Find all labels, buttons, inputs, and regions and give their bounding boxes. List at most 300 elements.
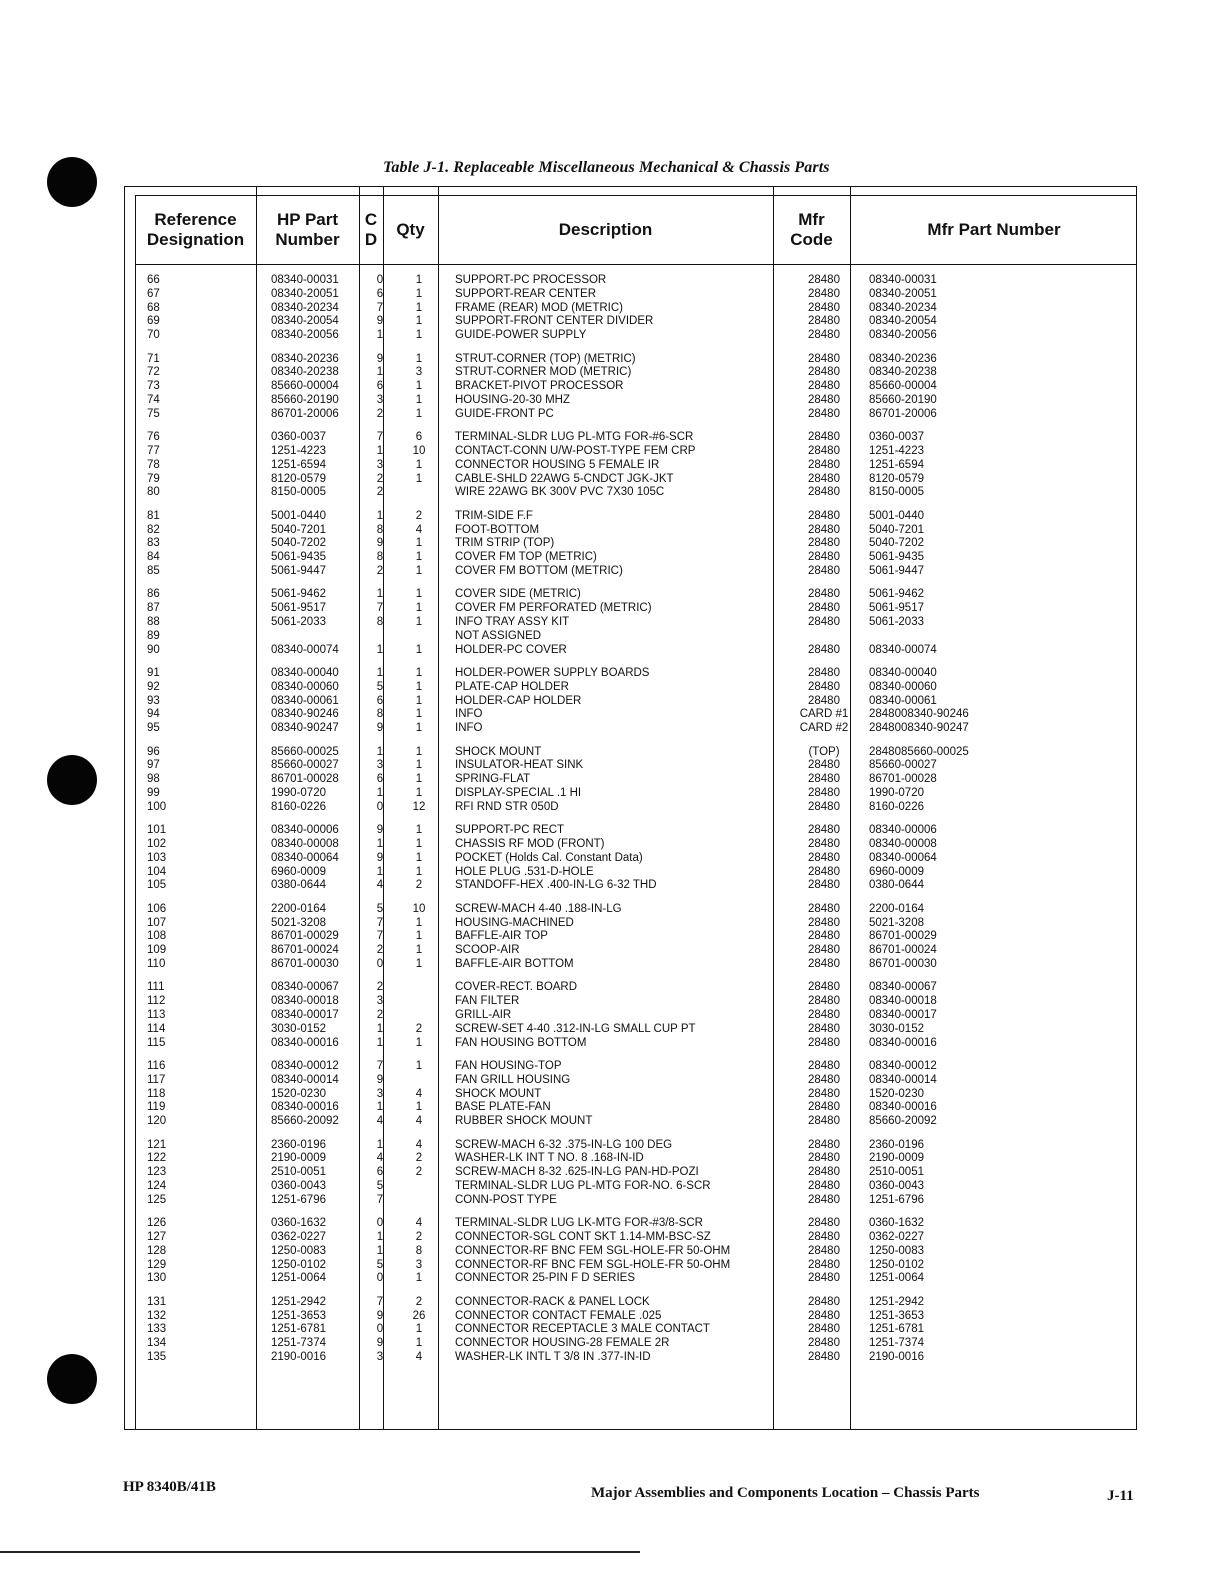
cell-mfr: 0360-0043 <box>869 1179 924 1192</box>
cell-desc: FAN HOUSING BOTTOM <box>455 1036 587 1049</box>
cell-cd: 1 <box>376 667 384 679</box>
cell-qty: 1 <box>415 458 423 471</box>
cell-code: 28480 <box>808 1036 840 1049</box>
cell-desc: SUPPORT-FRONT CENTER DIVIDER <box>455 315 654 328</box>
header-cd-line1: C <box>364 210 378 229</box>
cell-hp: 08340-00016 <box>271 1101 339 1114</box>
table-row <box>125 1008 1136 1022</box>
cell-desc: INSULATOR-HEAT SINK <box>455 759 584 772</box>
cell-cd: 0 <box>376 1323 384 1336</box>
table-row <box>125 1244 1136 1258</box>
header-reference-designation <box>135 199 256 261</box>
cell-cd: 9 <box>376 824 384 837</box>
cell-mfr: 5021-3208 <box>869 916 924 929</box>
cell-hp: 0362-0227 <box>271 1230 326 1243</box>
cell-ref: 119 <box>147 1101 166 1114</box>
cell-code: 28480 <box>808 1179 840 1192</box>
cell-qty: 2 <box>415 1166 423 1179</box>
cell-mfr: 8160-0226 <box>869 800 924 813</box>
cell-code: 28480 <box>808 1152 840 1165</box>
cell-hp: 0360-0043 <box>271 1179 326 1192</box>
cell-code: 28480 <box>808 393 840 406</box>
cell-code: 28480 <box>808 509 840 522</box>
cell-desc: HOUSING-MACHINED <box>455 916 574 929</box>
cell-code: 28480 <box>808 352 840 365</box>
cell-mfr: 5040-7202 <box>869 537 924 550</box>
cell-qty: 8 <box>415 1244 423 1257</box>
cell-mfr: 5061-9435 <box>869 551 924 564</box>
cell-desc: COVER SIDE (METRIC) <box>455 588 581 601</box>
cell-desc: HOLDER-CAP HOLDER <box>455 694 582 707</box>
header-mfr-code <box>773 199 850 261</box>
cell-hp: 1251-6796 <box>271 1193 326 1206</box>
cell-mfr: 1250-0102 <box>869 1258 924 1271</box>
cell-hp: 2200-0164 <box>271 902 326 915</box>
cell-code: 28480 <box>808 486 840 499</box>
table-row <box>125 1258 1136 1272</box>
cell-cd: 3 <box>376 1087 384 1100</box>
cell-hp: 08340-00067 <box>271 981 339 994</box>
table-row <box>125 994 1136 1008</box>
cell-qty: 26 <box>412 1309 426 1322</box>
table-row <box>125 721 1136 735</box>
cell-mfr: 5061-9462 <box>869 588 924 601</box>
cell-mfr: 1251-7374 <box>869 1337 924 1350</box>
table-row <box>125 1100 1136 1114</box>
table-row <box>125 314 1136 328</box>
cell-mfr: 08340-00006 <box>869 824 937 837</box>
cell-code: 28480 <box>808 472 840 485</box>
cell-hp: 08340-00040 <box>271 667 339 679</box>
cell-cd: 9 <box>376 537 384 550</box>
cell-ref: 109 <box>147 944 167 957</box>
cell-ref: 111 <box>147 981 165 994</box>
cell-qty: 1 <box>415 564 423 577</box>
cell-code: 28480 <box>808 1323 840 1336</box>
cell-mfr: 1990-0720 <box>869 786 924 799</box>
cell-hp: 08340-00012 <box>271 1060 339 1072</box>
cell-qty: 1 <box>415 824 423 837</box>
cell-qty: 1 <box>415 786 423 799</box>
cell-ref: 90 <box>147 643 160 656</box>
cell-qty: 6 <box>415 431 423 444</box>
cell-code: 28480 <box>808 1022 840 1035</box>
cell-cd: 5 <box>376 1179 384 1192</box>
table-row <box>125 666 1136 680</box>
cell-code: 28480 <box>808 615 840 628</box>
cell-code: 28480 <box>808 1337 840 1350</box>
cell-code: 28480 <box>808 1230 840 1243</box>
cell-ref: 110 <box>147 957 166 970</box>
table-row <box>125 444 1136 458</box>
cell-code: 28480 <box>808 1073 840 1086</box>
cell-code: 28480 <box>808 865 840 878</box>
cell-ref: 134 <box>147 1337 167 1350</box>
cell-mfr: 86701-00028 <box>869 773 937 786</box>
cell-qty: 2 <box>415 509 423 522</box>
cell-desc: SUPPORT-PC RECT <box>455 824 565 837</box>
table-row <box>125 758 1136 772</box>
cell-ref: 116 <box>147 1060 166 1072</box>
cell-hp: 5040-7202 <box>271 537 326 550</box>
cell-qty: 4 <box>415 1087 423 1100</box>
cell-hp: 1251-4223 <box>271 444 326 457</box>
table-title: Table J-1. Replaceable Miscellaneous Mechanical & Chassis Parts <box>383 159 830 176</box>
cell-desc: COVER-RECT. BOARD <box>455 981 578 994</box>
cell-desc: CONNECTOR RECEPTACLE 3 MALE CONTACT <box>455 1323 710 1336</box>
cell-ref: 129 <box>147 1258 167 1271</box>
cell-hp: 6960-0009 <box>271 865 326 878</box>
cell-qty: 2 <box>415 1152 423 1165</box>
table-row <box>125 957 1136 971</box>
cell-cd: 1 <box>376 1244 384 1257</box>
cell-cd: 1 <box>376 643 384 656</box>
cell-desc: WASHER-LK INT T NO. 8 .168-IN-ID <box>455 1152 644 1165</box>
cell-code: 28480 <box>808 680 840 693</box>
cell-desc: FAN HOUSING-TOP <box>455 1060 562 1072</box>
cell-hp: 86701-00028 <box>271 773 339 786</box>
bottom-rule <box>0 1551 640 1553</box>
cell-cd: 9 <box>376 722 384 735</box>
cell-mfr: 1251-6594 <box>869 458 924 471</box>
cell-desc: TERMINAL-SLDR LUG PL-MTG FOR-#6-SCR <box>455 431 694 444</box>
cell-mfr: 1520-0230 <box>869 1087 924 1100</box>
cell-ref: 94 <box>147 708 160 721</box>
cell-ref: 76 <box>147 431 160 444</box>
table-row <box>125 837 1136 851</box>
cell-desc: COVER FM PERFORATED (METRIC) <box>455 602 652 615</box>
table-row <box>125 523 1136 537</box>
cell-code: 28480 <box>808 301 840 314</box>
cell-mfr: 5061-9447 <box>869 564 924 577</box>
table-row <box>125 878 1136 892</box>
cell-desc: RUBBER SHOCK MOUNT <box>455 1115 593 1128</box>
footer-page-number: J-11 <box>1107 1488 1134 1504</box>
cell-mfr: 08340-00040 <box>869 667 937 679</box>
cell-mfr: 08340-20234 <box>869 301 937 314</box>
table-row <box>125 550 1136 564</box>
cell-code: 28480 <box>808 366 840 379</box>
table-row <box>125 536 1136 550</box>
cell-mfr: 85660-00027 <box>869 759 937 772</box>
cell-qty: 3 <box>415 1258 423 1271</box>
cell-code: 28480 <box>808 944 840 957</box>
cell-mfr: 08340-00074 <box>869 643 937 656</box>
binder-hole-bottom <box>47 1354 97 1404</box>
cell-ref: 82 <box>147 523 160 536</box>
cell-cd: 0 <box>376 957 384 970</box>
cell-hp: 08340-20051 <box>271 287 339 300</box>
cell-hp: 2510-0051 <box>271 1166 326 1179</box>
cell-code: 28480 <box>808 1258 840 1271</box>
cell-mfr: 8150-0005 <box>869 486 924 499</box>
cell-ref: 79 <box>147 472 160 485</box>
cell-cd: 5 <box>376 902 384 915</box>
cell-code: 28480 <box>808 957 840 970</box>
table-row <box>125 980 1136 994</box>
cell-cd: 1 <box>376 786 384 799</box>
table-row <box>125 273 1136 287</box>
cell-code: 28480 <box>808 287 840 300</box>
cell-hp: 08340-90246 <box>271 708 339 721</box>
cell-desc: CONN-POST TYPE <box>455 1193 557 1206</box>
cell-cd: 1 <box>376 1022 384 1035</box>
cell-ref: 127 <box>147 1230 167 1243</box>
cell-qty: 1 <box>415 602 423 615</box>
cell-mfr: 86701-00024 <box>869 944 937 957</box>
cell-qty: 1 <box>415 380 423 393</box>
cell-hp: 0360-0037 <box>271 431 326 444</box>
cell-desc: SUPPORT-PC PROCESSOR <box>455 274 607 286</box>
cell-code: 28480 <box>808 274 840 286</box>
cell-desc: CONNECTOR CONTACT FEMALE .025 <box>455 1309 662 1322</box>
table-row <box>125 407 1136 421</box>
cell-desc: RFI RND STR 050D <box>455 800 559 813</box>
header-ref-line2: Designation <box>146 230 245 249</box>
cell-cd: 9 <box>376 1073 384 1086</box>
table-row <box>125 1087 1136 1101</box>
cell-mfr: 2510-0051 <box>869 1166 924 1179</box>
table-row <box>125 328 1136 342</box>
cell-hp: 2190-0016 <box>271 1350 326 1363</box>
cell-ref: 88 <box>147 615 160 628</box>
table-row <box>125 587 1136 601</box>
table-row <box>125 485 1136 499</box>
cell-desc: CONNECTOR-RF BNC FEM SGL-HOLE-FR 50-OHM <box>455 1244 731 1257</box>
cell-qty: 1 <box>415 301 423 314</box>
cell-code: 28480 <box>808 643 840 656</box>
cell-cd: 5 <box>376 1258 384 1271</box>
cell-cd: 1 <box>376 366 384 379</box>
cell-mfr: 5061-9517 <box>869 602 924 615</box>
table-row <box>125 1138 1136 1152</box>
cell-qty: 1 <box>415 588 423 601</box>
cell-cd: 1 <box>376 1101 384 1114</box>
cell-ref: 115 <box>147 1036 166 1049</box>
table-row <box>125 800 1136 814</box>
cell-ref: 117 <box>147 1073 166 1086</box>
cell-qty: 4 <box>415 1350 423 1363</box>
cell-cd: 0 <box>376 800 384 813</box>
cell-hp: 2360-0196 <box>271 1138 326 1151</box>
table-row <box>125 1309 1136 1323</box>
table-row <box>125 823 1136 837</box>
cell-hp: 1520-0230 <box>271 1087 326 1100</box>
cell-cd: 7 <box>376 1295 384 1308</box>
cell-ref: 132 <box>147 1309 167 1322</box>
cell-hp: 08340-00061 <box>271 694 339 707</box>
cell-ref: 67 <box>147 287 160 300</box>
table-row <box>125 1193 1136 1207</box>
cell-code: 28480 <box>808 1087 840 1100</box>
cell-ref: 103 <box>147 851 167 864</box>
binder-hole-top <box>47 157 97 207</box>
cell-hp: 08340-00008 <box>271 837 339 850</box>
cell-desc: SHOCK MOUNT <box>455 1087 542 1100</box>
cell-code: 28480 <box>808 1217 840 1230</box>
cell-desc: FAN FILTER <box>455 995 520 1008</box>
cell-desc: HOLDER-POWER SUPPLY BOARDS <box>455 667 650 679</box>
cell-desc: CONNECTOR 25-PIN F D SERIES <box>455 1272 635 1285</box>
table-row <box>125 430 1136 444</box>
cell-mfr: 3030-0152 <box>869 1022 924 1035</box>
cell-hp: 08340-90247 <box>271 722 339 735</box>
cell-ref: 73 <box>147 380 160 393</box>
cell-cd: 9 <box>376 1309 384 1322</box>
cell-mfr: 85660-20190 <box>869 393 937 406</box>
header-ref-line1: Reference <box>154 210 237 229</box>
cell-desc: STRUT-CORNER (TOP) (METRIC) <box>455 352 636 365</box>
table-row <box>125 458 1136 472</box>
cell-desc: NOT ASSIGNED <box>455 629 542 642</box>
cell-hp: 1251-6594 <box>271 458 326 471</box>
table-row <box>125 352 1136 366</box>
cell-mfr: 85660-00004 <box>869 380 937 393</box>
cell-ref: 68 <box>147 301 160 314</box>
cell-code: 28480 <box>808 1115 840 1128</box>
cell-code: 28480 <box>808 523 840 536</box>
cell-mfr: 0360-0037 <box>869 431 924 444</box>
cell-cd: 2 <box>376 472 384 485</box>
cell-code: 28480 <box>808 315 840 328</box>
cell-hp: 86701-00029 <box>271 930 339 943</box>
table-row <box>125 1350 1136 1364</box>
table-row <box>125 643 1136 657</box>
cell-ref: 83 <box>147 537 160 550</box>
cell-hp: 5061-9435 <box>271 551 326 564</box>
cell-desc: TERMINAL-SLDR LUG PL-MTG FOR-NO. 6-SCR <box>455 1179 711 1192</box>
cell-desc: SPRING-FLAT <box>455 773 531 786</box>
cell-cd: 3 <box>376 458 384 471</box>
cell-desc: SUPPORT-REAR CENTER <box>455 287 597 300</box>
table-row <box>125 1022 1136 1036</box>
cell-code: 28480 <box>808 1295 840 1308</box>
header-qty <box>383 199 438 261</box>
table-row <box>125 379 1136 393</box>
cell-desc: INFO <box>455 708 483 721</box>
cell-hp: 08340-20236 <box>271 352 339 365</box>
cell-code: 28480 <box>808 588 840 601</box>
cell-desc: GUIDE-FRONT PC <box>455 407 554 420</box>
cell-ref: 99 <box>147 786 160 799</box>
cell-hp: 8150-0005 <box>271 486 326 499</box>
cell-qty: 1 <box>415 667 423 679</box>
cell-cd: 6 <box>376 694 384 707</box>
cell-code: 28480 <box>808 380 840 393</box>
cell-code: 28480 <box>808 995 840 1008</box>
cell-qty: 4 <box>415 1138 423 1151</box>
table-row <box>125 1295 1136 1309</box>
cell-ref: 125 <box>147 1193 167 1206</box>
cell-mfr: 2190-0009 <box>869 1152 924 1165</box>
cell-cd: 1 <box>376 588 384 601</box>
cell-cd: 0 <box>376 274 384 286</box>
cell-cd: 0 <box>376 1272 384 1285</box>
cell-desc: GRILL-AIR <box>455 1008 512 1021</box>
cell-cd: 2 <box>376 486 384 499</box>
cell-hp: 86701-00024 <box>271 944 339 957</box>
cell-hp: 86701-20006 <box>271 407 339 420</box>
cell-hp: 08340-00017 <box>271 1008 339 1021</box>
table-row <box>125 902 1136 916</box>
cell-hp: 08340-00016 <box>271 1036 339 1049</box>
cell-desc: INFO <box>455 722 483 735</box>
cell-ref: 75 <box>147 407 160 420</box>
cell-qty: 10 <box>412 902 426 915</box>
cell-hp: 1251-0064 <box>271 1272 326 1285</box>
cell-code: 28480 <box>808 837 840 850</box>
table-row <box>125 916 1136 930</box>
cell-mfr: 08340-20056 <box>869 329 937 342</box>
cell-mfr: 5061-2033 <box>869 615 924 628</box>
cell-code: 28480 <box>808 1166 840 1179</box>
cell-code: 28480 <box>808 551 840 564</box>
cell-code: 28480 <box>808 537 840 550</box>
table-row <box>125 365 1136 379</box>
cell-hp: 5001-0440 <box>271 509 326 522</box>
header-hp-part-number <box>256 199 359 261</box>
cell-mfr: 86701-00030 <box>869 957 937 970</box>
cell-ref: 93 <box>147 694 160 707</box>
cell-desc: CONNECTOR-SGL CONT SKT 1.14-MM-BSC-SZ <box>455 1230 711 1243</box>
cell-hp: 08340-00031 <box>271 274 339 286</box>
cell-ref: 113 <box>147 1008 166 1021</box>
cell-desc: CONNECTOR HOUSING-28 FEMALE 2R <box>455 1337 670 1350</box>
cell-desc: PLATE-CAP HOLDER <box>455 680 569 693</box>
cell-ref: 112 <box>147 995 166 1008</box>
cell-desc: HOUSING-20-30 MHZ <box>455 393 571 406</box>
table-row <box>125 509 1136 523</box>
cell-cd: 7 <box>376 602 384 615</box>
table-row <box>125 943 1136 957</box>
cell-qty: 1 <box>415 274 423 286</box>
cell-desc: FAN GRILL HOUSING <box>455 1073 571 1086</box>
cell-cd: 2 <box>376 564 384 577</box>
cell-ref: 98 <box>147 773 160 786</box>
cell-qty: 1 <box>415 759 423 772</box>
cell-ref: 121 <box>147 1138 167 1151</box>
binder-hole-middle <box>47 755 97 805</box>
table-row <box>125 1216 1136 1230</box>
cell-desc: SCOOP-AIR <box>455 944 520 957</box>
cell-code: CARD #2 <box>799 722 849 735</box>
cell-ref: 81 <box>147 509 160 522</box>
cell-qty: 12 <box>412 800 426 813</box>
header-qty-label: Qty <box>396 220 425 239</box>
cell-cd: 2 <box>376 981 384 994</box>
cell-code: 28480 <box>808 444 840 457</box>
cell-hp: 3030-0152 <box>271 1022 326 1035</box>
cell-mfr: 1251-6796 <box>869 1193 924 1206</box>
cell-qty: 1 <box>415 916 423 929</box>
table-row <box>125 615 1136 629</box>
header-check-digit <box>359 199 383 261</box>
cell-ref: 122 <box>147 1152 167 1165</box>
cell-qty: 3 <box>415 366 423 379</box>
cell-cd: 1 <box>376 509 384 522</box>
cell-hp: 0380-0644 <box>271 879 326 892</box>
cell-cd: 1 <box>376 837 384 850</box>
cell-desc: BAFFLE-AIR TOP <box>455 930 548 943</box>
cell-ref: 97 <box>147 759 160 772</box>
cell-qty: 1 <box>415 722 423 735</box>
cell-qty: 1 <box>415 472 423 485</box>
header-mfr-part-number <box>850 199 1138 261</box>
cell-cd: 6 <box>376 287 384 300</box>
cell-desc: HOLE PLUG .531-D-HOLE <box>455 865 594 878</box>
cell-mfr: 08340-00018 <box>869 995 937 1008</box>
cell-hp: 5061-9462 <box>271 588 326 601</box>
